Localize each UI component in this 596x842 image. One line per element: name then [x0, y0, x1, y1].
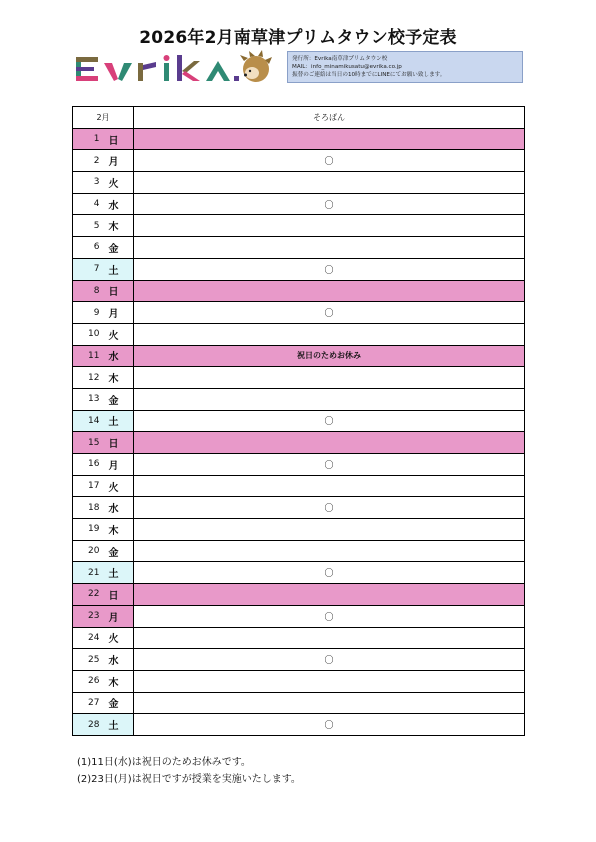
day-of-week: 火 [106, 172, 134, 194]
day-number: 10 [73, 323, 106, 345]
table-row [73, 172, 525, 194]
lesson-cell [134, 627, 525, 649]
lesson-cell [134, 128, 525, 150]
footer-note-2: (2)23日(月)は祝日ですが授業を実施いたします。 [77, 774, 301, 785]
month-header: 2月 [73, 107, 134, 129]
lesson-cell: 〇 [134, 150, 525, 172]
table-row [73, 345, 525, 367]
day-of-week: 日 [106, 432, 134, 454]
day-of-week: 火 [106, 627, 134, 649]
day-of-week: 金 [106, 540, 134, 562]
footer-notes [77, 754, 301, 788]
lesson-cell: 〇 [134, 649, 525, 671]
lesson-cell [134, 584, 525, 606]
day-of-week: 木 [106, 670, 134, 692]
lesson-cell [134, 215, 525, 237]
table-row [73, 280, 525, 302]
day-number: 4 [73, 193, 106, 215]
lesson-cell [134, 388, 525, 410]
day-of-week: 木 [106, 215, 134, 237]
table-row [73, 562, 525, 584]
day-of-week: 月 [106, 150, 134, 172]
lesson-cell: 〇 [134, 302, 525, 324]
day-number: 11 [73, 345, 106, 367]
day-of-week: 月 [106, 454, 134, 476]
lesson-cell: 〇 [134, 497, 525, 519]
lesson-cell: 〇 [134, 562, 525, 584]
table-row [73, 237, 525, 259]
day-number: 17 [73, 475, 106, 497]
footer-note-1: (1)11日(水)は祝日のためお休みです。 [77, 757, 251, 768]
lesson-cell: 〇 [134, 454, 525, 476]
lesson-cell: 祝日のためお休み [134, 345, 525, 367]
lesson-cell [134, 475, 525, 497]
table-row [73, 193, 525, 215]
day-of-week: 水 [106, 193, 134, 215]
day-number: 25 [73, 649, 106, 671]
table-row [73, 388, 525, 410]
table-row [73, 519, 525, 541]
table-row [73, 323, 525, 345]
table-row [73, 475, 525, 497]
table-row [73, 432, 525, 454]
day-number: 20 [73, 540, 106, 562]
lesson-cell [134, 280, 525, 302]
day-of-week: 火 [106, 323, 134, 345]
day-number: 6 [73, 237, 106, 259]
lesson-cell: 〇 [134, 410, 525, 432]
table-row [73, 410, 525, 432]
table-row [73, 627, 525, 649]
day-number: 24 [73, 627, 106, 649]
day-of-week: 月 [106, 605, 134, 627]
lesson-cell: 〇 [134, 605, 525, 627]
day-of-week: 水 [106, 345, 134, 367]
lesson-cell [134, 172, 525, 194]
day-number: 13 [73, 388, 106, 410]
day-of-week: 金 [106, 388, 134, 410]
day-of-week: 水 [106, 649, 134, 671]
day-number: 7 [73, 258, 106, 280]
day-of-week: 土 [106, 562, 134, 584]
day-number: 28 [73, 714, 106, 736]
table-row [73, 497, 525, 519]
lesson-cell [134, 237, 525, 259]
transfer-notice-line: 振替のご連絡は当日の10時までにLINEにてお願い致します。 [292, 72, 446, 78]
day-of-week: 火 [106, 475, 134, 497]
table-row [73, 454, 525, 476]
day-number: 12 [73, 367, 106, 389]
lesson-cell: 〇 [134, 258, 525, 280]
mail-line: MAIL：info_minamikusatu@evrika.co.jp [292, 64, 402, 70]
table-row [73, 302, 525, 324]
lesson-cell [134, 692, 525, 714]
day-of-week: 月 [106, 302, 134, 324]
table-row [73, 605, 525, 627]
day-number: 23 [73, 605, 106, 627]
day-number: 1 [73, 128, 106, 150]
column-header-soroban: そろばん [134, 107, 525, 129]
day-of-week: 木 [106, 519, 134, 541]
day-number: 18 [73, 497, 106, 519]
day-number: 16 [73, 454, 106, 476]
lesson-cell: 〇 [134, 714, 525, 736]
day-number: 14 [73, 410, 106, 432]
table-row [73, 150, 525, 172]
day-number: 8 [73, 280, 106, 302]
day-of-week: 土 [106, 258, 134, 280]
day-of-week: 日 [106, 128, 134, 150]
lesson-cell [134, 540, 525, 562]
day-number: 21 [73, 562, 106, 584]
day-number: 27 [73, 692, 106, 714]
lesson-cell [134, 367, 525, 389]
table-header-row [73, 107, 525, 129]
evrika-logo [74, 49, 274, 89]
lesson-cell [134, 432, 525, 454]
lesson-cell [134, 519, 525, 541]
day-number: 19 [73, 519, 106, 541]
table-row [73, 367, 525, 389]
table-row [73, 258, 525, 280]
day-of-week: 水 [106, 497, 134, 519]
day-of-week: 金 [106, 237, 134, 259]
day-number: 3 [73, 172, 106, 194]
table-row [73, 215, 525, 237]
day-of-week: 日 [106, 280, 134, 302]
day-number: 22 [73, 584, 106, 606]
lesson-cell [134, 323, 525, 345]
day-number: 9 [73, 302, 106, 324]
day-of-week: 土 [106, 410, 134, 432]
day-number: 2 [73, 150, 106, 172]
day-number: 26 [73, 670, 106, 692]
schedule-table [72, 106, 525, 736]
day-of-week: 土 [106, 714, 134, 736]
table-row [73, 540, 525, 562]
day-of-week: 日 [106, 584, 134, 606]
publisher-info-box [287, 51, 523, 83]
table-row [73, 714, 525, 736]
day-number: 5 [73, 215, 106, 237]
day-of-week: 木 [106, 367, 134, 389]
table-row [73, 128, 525, 150]
table-row [73, 670, 525, 692]
publisher-line: 発行所：Evrika南草津プリムタウン校 [292, 56, 388, 62]
table-row [73, 649, 525, 671]
day-number: 15 [73, 432, 106, 454]
table-row [73, 692, 525, 714]
page-title: 2026年2月南草津プリムタウン校予定表 [139, 28, 457, 48]
lesson-cell: 〇 [134, 193, 525, 215]
day-of-week: 金 [106, 692, 134, 714]
table-row [73, 584, 525, 606]
lesson-cell [134, 670, 525, 692]
